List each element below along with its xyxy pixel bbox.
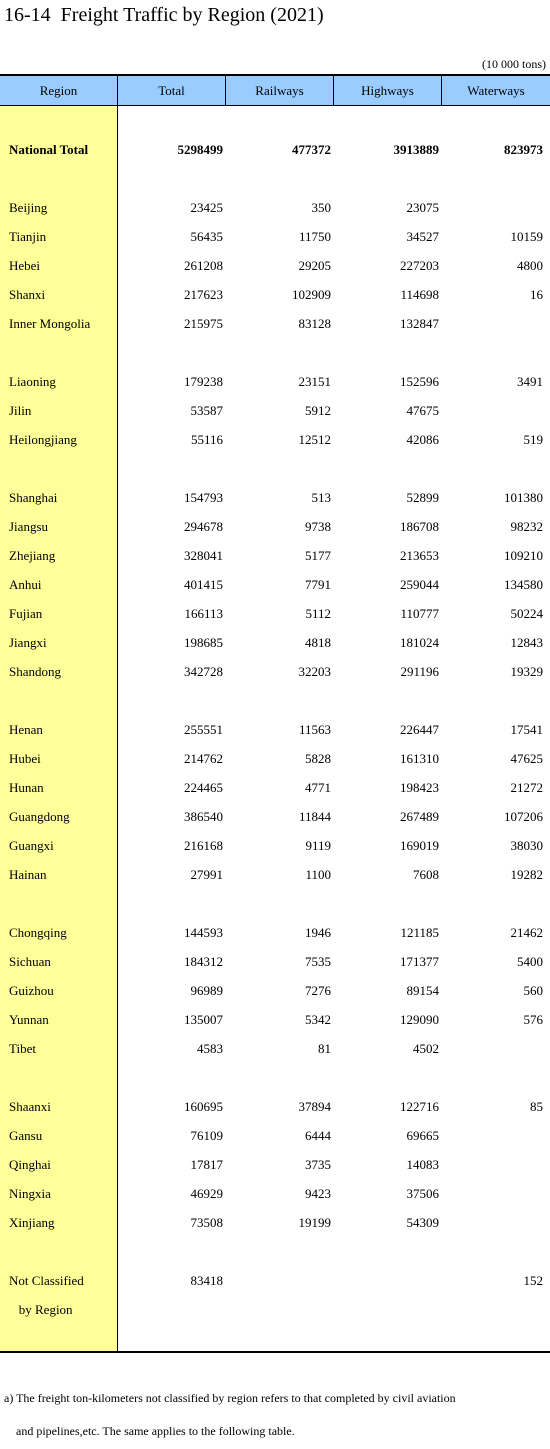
table-row [0,1034,550,1063]
region-cell: Guizhou [9,983,54,998]
column-divider [441,76,442,106]
table-row [0,773,550,802]
table-row [0,222,550,251]
highways-cell: 267489 [400,809,439,824]
highways-cell: 129090 [400,1012,439,1027]
highways-cell: 169019 [400,838,439,853]
waterways-cell: 16 [530,287,543,302]
total-cell: 160695 [184,1099,223,1114]
total-cell: 83418 [190,1273,223,1288]
region-cell: Fujian [9,606,43,621]
total-cell: 23425 [190,200,223,215]
railways-cell: 1946 [305,925,331,940]
railways-cell: 11750 [298,229,331,244]
table-row [0,1121,550,1150]
railways-cell: 350 [311,200,331,215]
highways-cell: 110777 [400,606,439,621]
region-cell: Shandong [9,664,61,679]
unit-label: (10 000 tons) [482,57,546,71]
table-row [0,367,550,396]
railways-cell: 7535 [305,954,331,969]
highways-cell: 52899 [406,490,439,505]
highways-cell: 132847 [400,316,439,331]
total-cell: 55116 [190,432,223,447]
total-cell: 27991 [190,867,223,882]
waterways-cell: 17541 [510,722,543,737]
railways-cell: 32203 [298,664,331,679]
waterways-cell: 152 [523,1273,543,1288]
column-divider [225,76,226,106]
highways-cell: 42086 [406,432,439,447]
region-cell: Guangdong [9,809,70,824]
table-row [0,1150,550,1179]
highways-cell: 171377 [400,954,439,969]
waterways-cell: 4800 [517,258,543,273]
railways-cell: 7276 [305,983,331,998]
table-row [0,280,550,309]
waterways-cell: 21272 [510,780,543,795]
header-total: Total [158,83,185,98]
highways-cell: 47675 [406,403,439,418]
region-cell: Sichuan [9,954,51,969]
table-row [0,1005,550,1034]
region-cell: Qinghai [9,1157,51,1172]
freight-table [0,74,550,1353]
waterways-cell: 85 [530,1099,543,1114]
railways-cell: 6444 [305,1128,331,1143]
header-waterways: Waterways [467,83,525,98]
total-cell: 215975 [184,316,223,331]
railways-cell: 9119 [305,838,331,853]
waterways-cell: 21462 [510,925,543,940]
total-cell: 294678 [184,519,223,534]
region-cell: Jilin [9,403,32,418]
table-row [0,1179,550,1208]
region-cell: Jiangsu [9,519,48,534]
total-cell: 224465 [184,780,223,795]
waterways-cell: 50224 [510,606,543,621]
region-cell: Hainan [9,867,47,882]
highways-cell: 161310 [400,751,439,766]
table-row [0,570,550,599]
table-row [0,831,550,860]
region-cell: Zhejiang [9,548,56,563]
railways-cell: 19199 [298,1215,331,1230]
railways-cell: 11844 [298,809,331,824]
highways-cell: 152596 [400,374,439,389]
table-row [0,918,550,947]
highways-cell: 69665 [406,1128,439,1143]
railways-cell: 5828 [305,751,331,766]
header-highways: Highways [361,83,414,98]
total-cell: 154793 [184,490,223,505]
railways-cell: 23151 [298,374,331,389]
table-row [0,1092,550,1121]
railways-cell: 477372 [292,142,331,157]
total-cell: 328041 [184,548,223,563]
railways-cell: 9423 [305,1186,331,1201]
highways-cell: 122716 [400,1099,439,1114]
total-cell: 96989 [190,983,223,998]
total-cell: 198685 [184,635,223,650]
table-row [0,860,550,889]
region-cell: National Total [9,142,89,157]
region-cell: Hubei [9,751,41,766]
table-row [0,193,550,222]
waterways-cell: 98232 [510,519,543,534]
total-cell: 46929 [190,1186,223,1201]
highways-cell: 114698 [400,287,439,302]
railways-cell: 29205 [298,258,331,273]
highways-cell: 121185 [400,925,439,940]
highways-cell: 23075 [406,200,439,215]
total-cell: 53587 [190,403,223,418]
waterways-cell: 47625 [510,751,543,766]
table-title: 16-14 Freight Traffic by Region (2021) [4,4,324,26]
waterways-cell: 5400 [517,954,543,969]
table-row [0,802,550,831]
total-cell: 5298499 [177,142,223,157]
region-cell: Chongqing [9,925,67,940]
highways-cell: 181024 [400,635,439,650]
railways-cell: 7791 [305,577,331,592]
railways-cell: 3735 [305,1157,331,1172]
railways-cell: 5112 [305,606,331,621]
waterways-cell: 519 [523,432,543,447]
table-row [0,512,550,541]
total-cell: 217623 [184,287,223,302]
highways-cell: 227203 [400,258,439,273]
waterways-cell: 38030 [510,838,543,853]
table-row [0,425,550,454]
railways-cell: 5342 [305,1012,331,1027]
waterways-cell: 10159 [510,229,543,244]
railways-cell: 513 [311,490,331,505]
table-row [0,1266,550,1295]
region-cell: Tianjin [9,229,47,244]
table-row [0,483,550,512]
region-cell: Anhui [9,577,42,592]
highways-cell: 89154 [406,983,439,998]
table-row [0,1208,550,1237]
region-cell: Inner Mongolia [9,316,91,331]
table-row [0,541,550,570]
region-cell: Hunan [9,780,44,795]
railways-cell: 81 [318,1041,331,1056]
table-row [0,628,550,657]
region-cell: Liaoning [9,374,56,389]
waterways-cell: 3491 [517,374,543,389]
total-cell: 179238 [184,374,223,389]
highways-cell: 226447 [400,722,439,737]
railways-cell: 11563 [298,722,331,737]
railways-cell: 1100 [305,867,331,882]
region-cell: Shaanxi [9,1099,51,1114]
waterways-cell: 12843 [510,635,543,650]
total-cell: 342728 [184,664,223,679]
table-row [0,251,550,280]
highways-cell: 259044 [400,577,439,592]
railways-cell: 37894 [298,1099,331,1114]
total-cell: 73508 [190,1215,223,1230]
railways-cell: 4818 [305,635,331,650]
region-cell: Gansu [9,1128,43,1143]
total-cell: 4583 [197,1041,223,1056]
railways-cell: 5912 [305,403,331,418]
table-row [0,715,550,744]
table-row [0,947,550,976]
highways-cell: 34527 [406,229,439,244]
table-row [0,135,550,164]
waterways-cell: 19282 [510,867,543,882]
highways-cell: 54309 [406,1215,439,1230]
region-cell: Jiangxi [9,635,47,650]
highways-cell: 213653 [400,548,439,563]
waterways-cell: 560 [523,983,543,998]
railways-cell: 9738 [305,519,331,534]
region-cell: Yunnan [9,1012,49,1027]
highways-cell: 3913889 [393,142,439,157]
table-row [0,657,550,686]
region-cell: Beijing [9,200,48,215]
total-cell: 144593 [184,925,223,940]
region-cell: Tibet [9,1041,36,1056]
header-region: Region [39,83,78,98]
region-cell: Not Classified [9,1273,84,1288]
region-cell: Henan [9,722,43,737]
total-cell: 135007 [184,1012,223,1027]
total-cell: 184312 [184,954,223,969]
table-row [0,1295,550,1324]
waterways-cell: 19329 [510,664,543,679]
total-cell: 261208 [184,258,223,273]
column-divider [333,76,334,106]
total-cell: 214762 [184,751,223,766]
region-cell: Shanxi [9,287,46,302]
table-row [0,976,550,1005]
region-cell: Ningxia [9,1186,51,1201]
region-cell: Heilongjiang [9,432,77,447]
waterways-cell: 823973 [504,142,543,157]
total-cell: 386540 [184,809,223,824]
highways-cell: 291196 [400,664,439,679]
railways-cell: 12512 [298,432,331,447]
region-cell: Xinjiang [9,1215,55,1230]
footnote-line-2: and pipelines,etc. The same applies to the following table. [4,1424,295,1438]
waterways-cell: 101380 [504,490,543,505]
highways-cell: 198423 [400,780,439,795]
footnote-line-1: a) The freight ton-kilometers not classified by region refers to that completed by civil aviation [4,1391,456,1405]
total-cell: 255551 [184,722,223,737]
highways-cell: 4502 [413,1041,439,1056]
waterways-cell: 576 [523,1012,543,1027]
railways-cell: 4771 [305,780,331,795]
region-cell: by Region [9,1302,73,1317]
highways-cell: 14083 [406,1157,439,1172]
table-row [0,744,550,773]
total-cell: 401415 [184,577,223,592]
waterways-cell: 109210 [504,548,543,563]
total-cell: 166113 [184,606,223,621]
highways-cell: 186708 [400,519,439,534]
table-header [0,76,550,106]
waterways-cell: 134580 [504,577,543,592]
highways-cell: 37506 [406,1186,439,1201]
table-row [0,396,550,425]
table-row [0,309,550,338]
total-cell: 76109 [190,1128,223,1143]
region-cell: Shanghai [9,490,58,505]
highways-cell: 7608 [413,867,439,882]
railways-cell: 5177 [305,548,331,563]
region-cell: Guangxi [9,838,54,853]
table-row [0,599,550,628]
total-cell: 56435 [190,229,223,244]
total-cell: 17817 [190,1157,223,1172]
waterways-cell: 107206 [504,809,543,824]
railways-cell: 102909 [292,287,331,302]
region-cell: Hebei [9,258,41,273]
railways-cell: 83128 [298,316,331,331]
header-railways: Railways [255,83,304,98]
total-cell: 216168 [184,838,223,853]
